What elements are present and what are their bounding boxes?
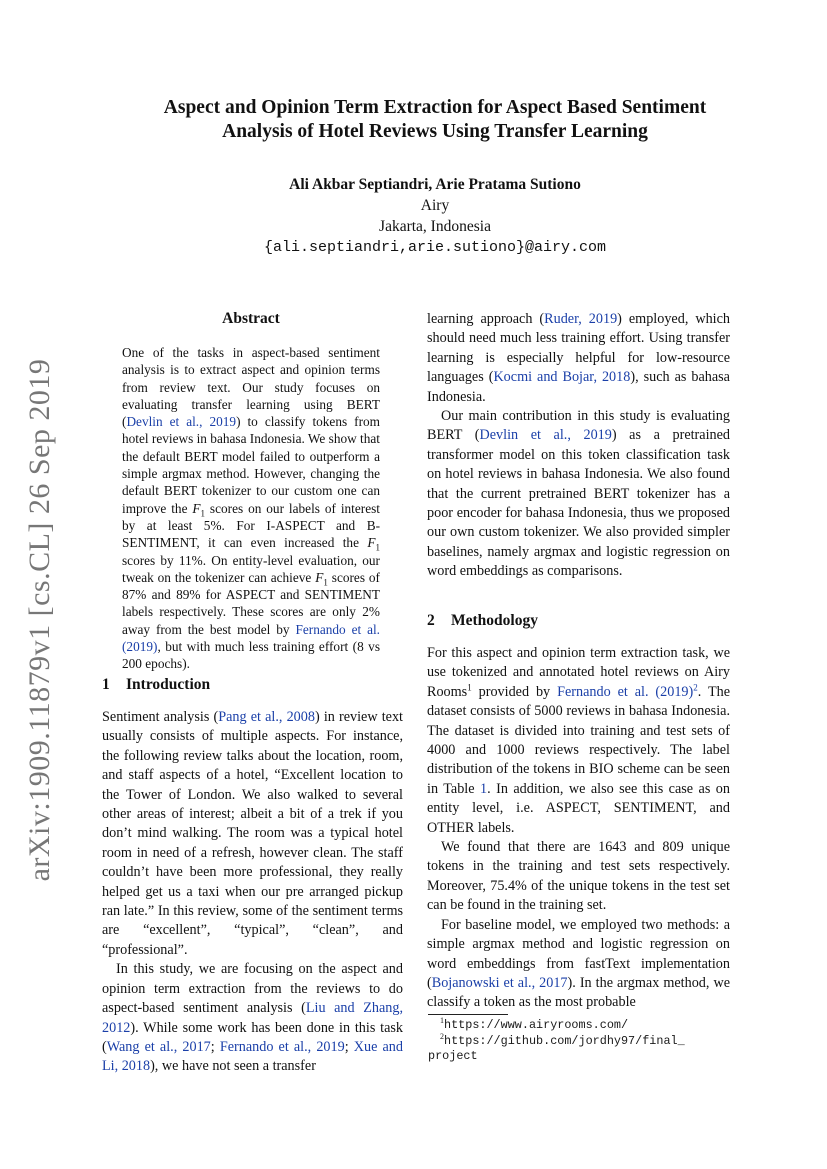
methodology-body	[427, 644, 730, 1013]
citation-link[interactable]: Pang et al., 2008	[218, 709, 315, 725]
citation-link[interactable]: Fernando et al. (2019)	[557, 683, 694, 700]
citation-link[interactable]: Bojanowski et al., 2017	[431, 974, 568, 991]
paragraph: In this study, we are focusing on the aspect and opinion term extraction from the reviews to do aspect-based sentiment analysis (Liu and Zhang, 2012). While some work has been done in this task (Wang et al., 2017; Fernando et al., 2019; Xue and Li, 2018), we have not seen a transfer	[102, 961, 403, 1075]
section-heading-introduction: 1 Introduction	[102, 676, 211, 693]
paragraph: Sentiment analysis (Pang et al., 2008) in review text usually consists of multiple aspects. For instance, the following review talks about the location, room, and staff aspects of a hotel, “Excellent location to the Tower of London. We also walked to several other areas of interest; albeit a bit of a trek if you don’t mind walking. The room was a typical hotel room in need of a refresh, however clean. The staff couldn’t have been more professional, they really helped get us a taxi when our pre arranged pickup ran late.” In this review, some of the sentiment terms are “excellent”, “typical”, “clean”, and “professional”.	[102, 709, 404, 958]
citation-link[interactable]: Liu and Zhang, 2012	[102, 1000, 403, 1036]
citation-link[interactable]: Devlin et al., 2019	[479, 427, 612, 444]
footnote-url[interactable]: https://github.com/jordhy97/final_	[444, 1033, 685, 1048]
footnote-1: $^1$https://www.airyrooms.com/	[440, 1016, 629, 1032]
citation-link[interactable]: Xue and Li, 2018	[102, 1038, 403, 1075]
citation-link[interactable]: Kocmi and Bojar, 2018	[493, 369, 631, 386]
footnote-divider	[428, 1014, 508, 1015]
right-column-intro	[427, 310, 730, 582]
author-block	[90, 174, 780, 258]
paragraph: We found that there are 1643 and 809 unique tokens in the training and test sets respectively. Moreover, 75.4% of the unique tokens in the test set can be found in the training set.	[427, 839, 730, 914]
paper-title	[90, 96, 780, 144]
abstract-body: One of the tasks in aspect-based sentiment analysis is to extract aspect and opinion terms from review text. Our study focuses on evaluating transfer learning using BERT (Devlin et al., 2019) to classify tokens from hotel reviews in bahasa Indonesia. We show that the default BERT model failed to outperform a simple argmax method. However, changing the default BERT tokenizer to our custom one can improve the $F_1$ scores on our labels of interest by at least 5%. For I-ASPECT and B-SENTIMENT, it can even increased the $F_1$ scores by 11%. On entity-level evaluation, our tweak on the tokenizer can achieve $F_1$ scores of 87% and 89% for ASPECT and SENTIMENT labels respectively. These scores are only 2% away from the best model by Fernando et al. (2019), but with much less training effort (8 vs 200 epochs).	[122, 345, 380, 672]
paragraph: For this aspect and opinion term extraction task, we use tokenized and annotated hotel reviews on Airy Rooms$^1$ provided by Fernando et al. (2019)$^2$. The dataset consists of 5000 reviews in bahasa Indonesia. The dataset is divided into training and test sets of 4000 and 1000 reviews respectively. The label distribution of the tokens in BIO scheme can be seen in Table 1. In addition, we also see this case as on entity level, i.e. ASPECT, SENTIMENT, and OTHER labels.	[427, 645, 731, 836]
footnote-2: $^2$https://github.com/jordhy97/final_	[440, 1031, 685, 1048]
citation-link[interactable]: Ruder, 2019	[544, 311, 618, 327]
abstract-heading: Abstract	[222, 310, 280, 327]
author-email[interactable]: {ali.septiandri,arie.sutiono}@airy.com	[263, 239, 607, 256]
table-reference-link[interactable]: 1	[480, 780, 488, 797]
citation-link[interactable]: Fernando et al., 2019	[219, 1038, 345, 1055]
affiliation: Airy	[420, 197, 450, 214]
arxiv-identifier: arXiv:1909.11879v1 [cs.CL] 26 Sep 2019	[23, 358, 56, 882]
citation-link[interactable]: Devlin et al., 2019	[126, 414, 237, 430]
introduction-body	[102, 708, 403, 1077]
paragraph: learning approach (Ruder, 2019) employed, which should need much less training effort. Using transfer learning is especially helpful for low-resource languages (Kocmi and Bojar, 2018), such as bahasa Indonesia.	[427, 311, 731, 405]
footnotes	[428, 1018, 738, 1065]
section-heading-methodology: 2 Methodology	[427, 612, 538, 629]
title-line-2: Analysis of Hotel Reviews Using Transfer Learning	[222, 121, 648, 142]
footnote-url[interactable]: https://www.airyrooms.com/	[444, 1018, 629, 1032]
paragraph: Our main contribution in this study is evaluating BERT (Devlin et al., 2019) as a pretrained transformer model on this token classification task on hotel reviews in bahasa Indonesia. We also found that the current pretrained BERT tokenizer has a poor encoder for bahasa Indonesia, thus we proposed our own custom tokenizer. We also provided simpler baselines, namely argmax and logistic regression on word embeddings as comparisons.	[427, 408, 731, 580]
arxiv-sidebar	[20, 358, 60, 882]
citation-link[interactable]: Wang et al., 2017	[106, 1038, 211, 1055]
location: Jakarta, Indonesia	[379, 218, 491, 235]
footnote-2-continued[interactable]: project	[428, 1049, 478, 1063]
footnote-marker[interactable]: 2	[693, 682, 698, 693]
citation-link[interactable]: Fernando et al. (2019)	[122, 621, 380, 655]
paragraph: For baseline model, we employed two methods: a simple argmax method and logistic regression on word embeddings from fastText implementation (Bojanowski et al., 2017). In the argmax method, we classify a token as the most probable	[427, 916, 730, 1011]
author-names: Ali Akbar Septiandri, Arie Pratama Sutiono	[289, 176, 581, 193]
title-line-1: Aspect and Opinion Term Extraction for Aspect Based Sentiment	[163, 97, 707, 118]
